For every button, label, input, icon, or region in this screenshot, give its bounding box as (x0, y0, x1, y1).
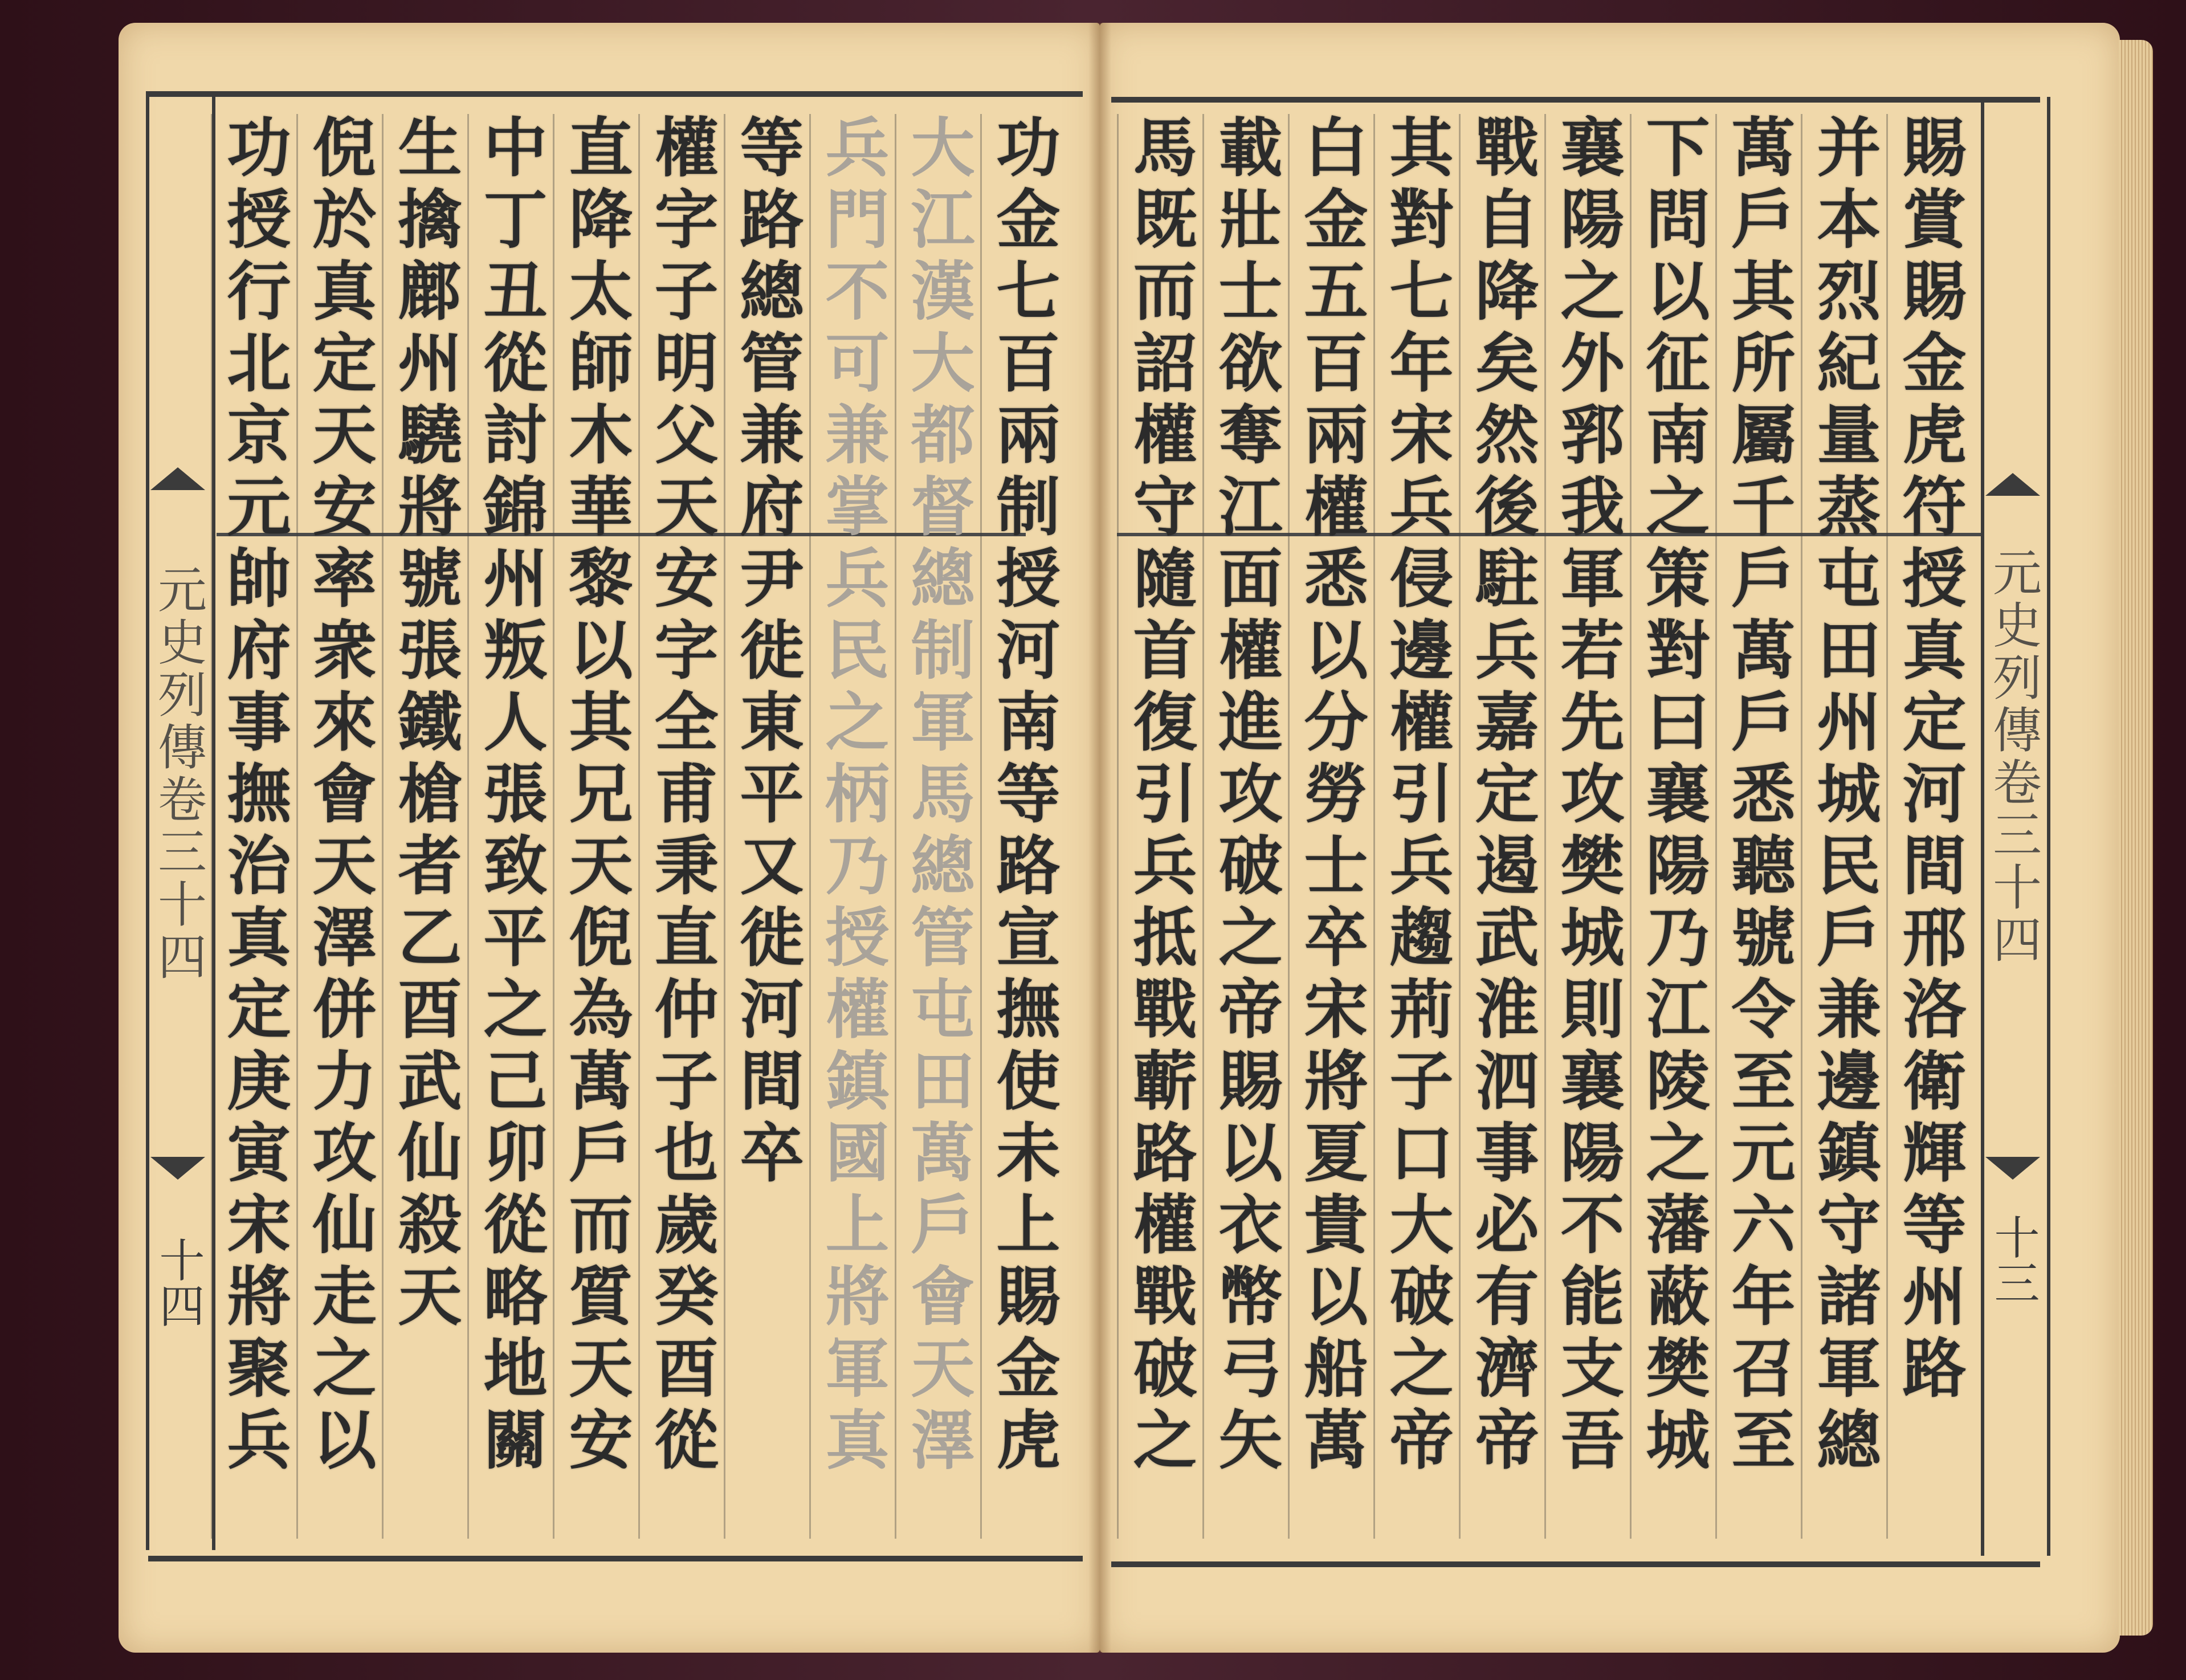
book-spine (1088, 23, 1111, 1653)
right-page-text (1117, 114, 1972, 1539)
text-column: 戰自降矣然後駐兵嘉定遏武淮泗事必有濟帝 (1459, 114, 1544, 1539)
text-column: 權字子明父天安字全甫秉直仲子也歲癸酉從 (638, 114, 724, 1539)
text-column: 大江漢大都督總制軍馬總管屯田萬戶會天澤 (895, 114, 980, 1539)
left-page-text (211, 114, 1066, 1539)
text-column: 兵門不可兼掌兵民之柄乃授權鎮國上將軍真 (809, 114, 895, 1539)
text-column: 功金七百兩制授河南等路宣撫使未上賜金虎 (980, 114, 1066, 1539)
fish-tail-ornament-icon (1985, 473, 2040, 496)
text-column: 賜賞賜金虎符授真定河間邢洛衛輝等州路 (1886, 114, 1972, 1539)
text-column: 直降太師木華黎以其兄天倪為萬戶而質天安 (553, 114, 638, 1539)
right-margin-title: 元史列傳卷三十四 (1984, 547, 2041, 967)
text-column: 襄陽之外郛我軍若先攻樊城則襄陽不能支吾 (1544, 114, 1630, 1539)
text-column: 萬戶其所屬千戶萬戶悉聽號令至元六年召至 (1715, 114, 1801, 1539)
page-edges (2119, 40, 2153, 1636)
text-column: 等路總管兼府尹徙東平又徙河間卒 (724, 114, 809, 1539)
right-folio-number: 十三 (1987, 1214, 2040, 1305)
text-column: 馬既而詔權守隨首復引兵抵戰蘄路權戰破之 (1117, 114, 1202, 1539)
text-column: 功授行北京元帥府事撫治真定庚寅宋將聚兵 (211, 114, 296, 1539)
text-column: 并本烈紀量蒸屯田州城民戶兼邊鎮守諸軍總 (1801, 114, 1886, 1539)
fish-tail-ornament-icon (150, 1157, 205, 1180)
text-column: 白金五百兩權悉以分勞士卒宋將夏貴以船萬 (1288, 114, 1373, 1539)
text-column: 生擒鄜州驍將號張鐵槍者乙酉武仙殺天 (382, 114, 467, 1539)
text-column: 載壯士欲奪江面權進攻破之帝賜以衣幣弓矢 (1202, 114, 1288, 1539)
text-column: 倪於真定天安率衆來會天澤併力攻仙走之以 (296, 114, 382, 1539)
left-margin-title: 元史列傳卷三十四 (149, 564, 206, 984)
text-column: 其對七年宋兵侵邊權引兵趨荊子口大破之帝 (1373, 114, 1459, 1539)
left-folio-number: 十四 (152, 1237, 205, 1328)
text-column: 中丁丑從討錦州叛人張致平之己卯從略地關 (467, 114, 553, 1539)
fish-tail-ornament-icon (1985, 1157, 2040, 1180)
fish-tail-ornament-icon (150, 467, 205, 490)
text-column: 下問以征南之策對曰襄陽乃江陵之藩蔽樊城 (1630, 114, 1715, 1539)
